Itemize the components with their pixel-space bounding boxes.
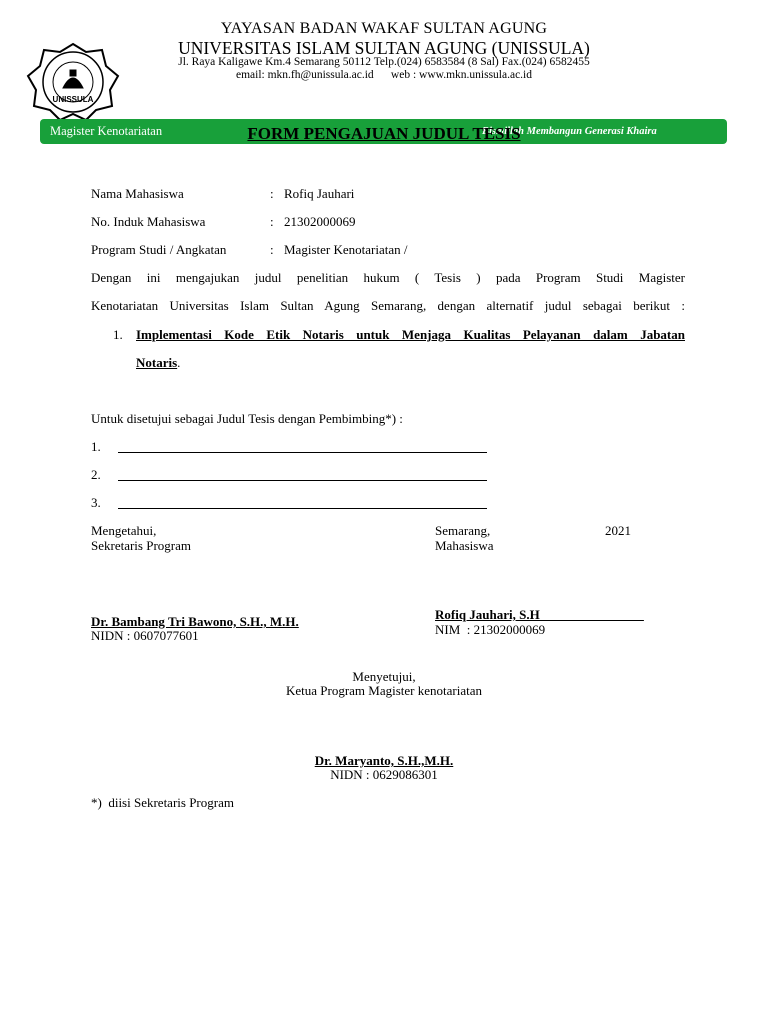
approver-name-text: Dr. Maryanto, S.H.,M.H. bbox=[314, 753, 454, 768]
footnote: *) diisi Sekretaris Program bbox=[91, 795, 234, 810]
student-nim: NIM : 21302000069 bbox=[435, 622, 546, 637]
field-colon: : bbox=[270, 186, 274, 201]
address-line: Jl. Raya Kaligawe Km.4 Semarang 50112 Telp.(024) 6583584 (8 Sal) Fax.(024) 6582455 bbox=[178, 56, 590, 68]
field-label-nim: No. Induk Mahasiswa bbox=[91, 214, 206, 229]
foundation-name: YAYASAN BADAN WAKAF SULTAN AGUNG bbox=[220, 20, 548, 37]
title-period: . bbox=[177, 355, 181, 370]
field-colon: : bbox=[270, 242, 274, 257]
bar-program-label: Magister Kenotariatan bbox=[50, 124, 163, 138]
intro-line-1: Dengan ini mengajukan judul penelitian hukum ( Tesis ) pada Program Studi Magister bbox=[91, 270, 685, 285]
supervisor-blank-line bbox=[118, 452, 487, 453]
field-colon: : bbox=[270, 214, 274, 229]
sign-left-label-1: Mengetahui, bbox=[91, 523, 157, 538]
form-title: FORM PENGAJUAN JUDUL TESIS bbox=[247, 124, 521, 143]
bar-motto: Bismillah Membangun Generasi Khaira bbox=[482, 126, 657, 137]
supervisor-number: 2. bbox=[91, 467, 101, 482]
field-label-name: Nama Mahasiswa bbox=[91, 186, 184, 201]
title-number: 1. bbox=[113, 327, 123, 342]
field-value-nim: 21302000069 bbox=[284, 214, 356, 229]
approver-nidn: NIDN : 0629086301 bbox=[330, 767, 438, 782]
proposed-title-line-1: Implementasi Kode Etik Notaris untuk Menjaga Kualitas Pelayanan dalam Jabatan bbox=[136, 327, 685, 342]
secretary-nidn: NIDN : 0607077601 bbox=[91, 628, 199, 643]
logo-text: UNISSULA bbox=[52, 95, 94, 104]
proposed-title-line-2 bbox=[136, 355, 180, 371]
supervisor-blank-line bbox=[118, 480, 487, 481]
approval-text: Untuk disetujui sebagai Judul Tesis dengan Pembimbing*) : bbox=[91, 411, 403, 426]
field-value-program: Magister Kenotariatan / bbox=[284, 242, 408, 257]
sign-city: Semarang, bbox=[435, 523, 491, 538]
sign-left-label-2: Sekretaris Program bbox=[91, 538, 192, 553]
approver-label-1: Menyetujui, bbox=[352, 669, 416, 684]
field-value-name: Rofiq Jauhari bbox=[284, 186, 355, 201]
proposed-title-word: Notaris bbox=[136, 355, 178, 370]
sign-year: 2021 bbox=[605, 523, 631, 538]
contact-line: email: mkn.fh@unissula.ac.id web : www.mkn.unissula.ac.id bbox=[235, 69, 533, 81]
field-label-program: Program Studi / Angkatan bbox=[91, 242, 227, 257]
secretary-name: Dr. Bambang Tri Bawono, S.H., M.H. bbox=[91, 614, 299, 629]
approver-label-2: Ketua Program Magister kenotariatan bbox=[285, 683, 482, 698]
supervisor-number: 1. bbox=[91, 439, 101, 454]
supervisor-number: 3. bbox=[91, 495, 101, 510]
sign-right-label: Mahasiswa bbox=[435, 538, 494, 553]
supervisor-blank-line bbox=[118, 508, 487, 509]
intro-line-2: Kenotariatan Universitas Islam Sultan Agung Semarang, dengan alternatif judul sebagai berikut : bbox=[91, 298, 685, 313]
university-name: UNIVERSITAS ISLAM SULTAN AGUNG (UNISSULA) bbox=[178, 38, 590, 58]
student-name: Rofiq Jauhari, S.H________________ bbox=[435, 607, 644, 622]
